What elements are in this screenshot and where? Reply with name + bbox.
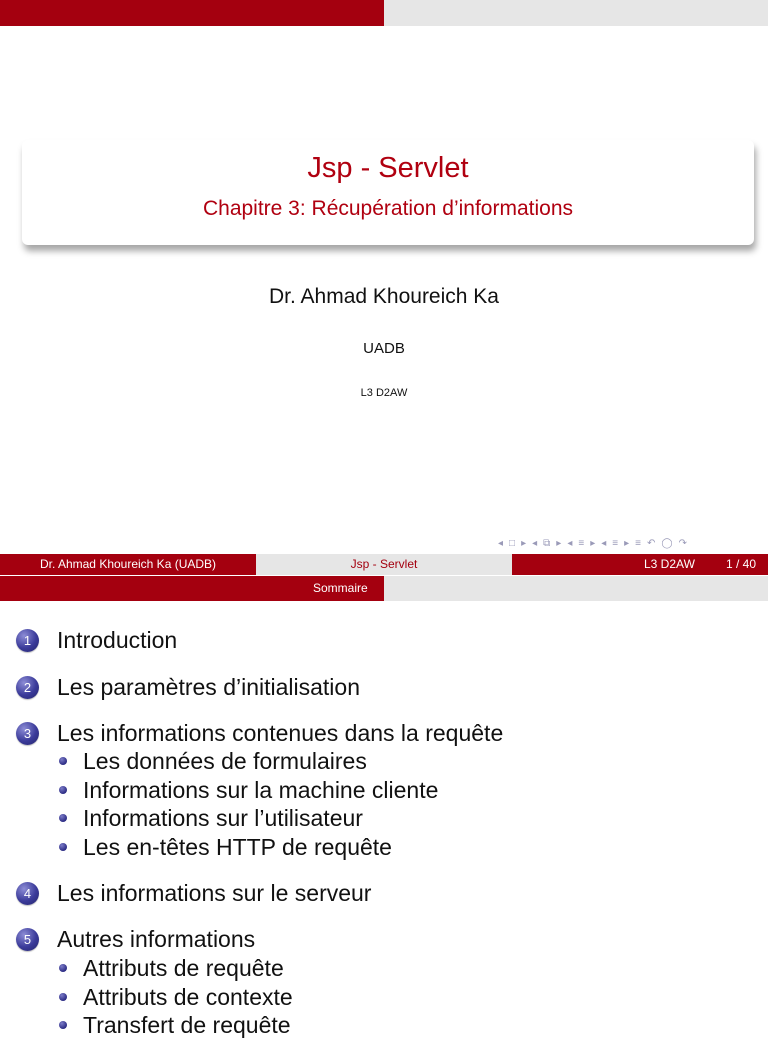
toc-section-4[interactable] xyxy=(16,879,371,907)
toc-section-2[interactable] xyxy=(16,673,360,701)
bullet-icon xyxy=(59,786,67,794)
title-box xyxy=(22,140,754,245)
toc-section-label: Introduction xyxy=(57,627,178,653)
bullet-icon xyxy=(59,757,67,765)
bullet-icon xyxy=(59,993,67,1001)
toc-subsection[interactable] xyxy=(59,747,367,775)
toc-subsection[interactable] xyxy=(59,833,392,861)
section-number-ball: 2 xyxy=(16,676,39,699)
section-number-ball: 1 xyxy=(16,629,39,652)
bullet-icon xyxy=(59,1021,67,1029)
footline xyxy=(0,554,768,575)
section-header-bar xyxy=(0,576,768,601)
presentation-subtitle: Chapitre 3: Récupération d’informations xyxy=(202,197,574,220)
footer-page-number: 1 / 40 xyxy=(726,557,757,571)
institute-name: UADB xyxy=(363,340,405,357)
toc-subsection[interactable] xyxy=(59,804,363,832)
toc-subsection-label: Transfert de requête xyxy=(83,1012,291,1038)
toc-subsection[interactable] xyxy=(59,1011,291,1039)
footer-author: Dr. Ahmad Khoureich Ka (UADB) xyxy=(0,554,256,575)
footer-right xyxy=(512,554,768,575)
nav-back-icon[interactable]: ↶ xyxy=(646,537,656,549)
toc-subsection[interactable] xyxy=(59,983,293,1011)
author-name: Dr. Ahmad Khoureich Ka xyxy=(269,285,499,308)
footer-title: Jsp - Servlet xyxy=(256,554,512,575)
toc-subsection[interactable] xyxy=(59,954,284,982)
nav-prev-section-icon[interactable]: ◂ xyxy=(601,537,607,549)
nav-prev-slide-icon[interactable]: ◂ xyxy=(532,537,538,549)
nav-prev-frame-icon[interactable]: ◂ xyxy=(498,537,504,549)
bullet-icon xyxy=(59,964,67,972)
nav-prev-subsection-icon[interactable]: ◂ xyxy=(567,537,573,549)
beamer-navigation-symbols xyxy=(498,536,687,550)
toc-section-label: Les informations sur le serveur xyxy=(57,880,372,906)
section-header-grey xyxy=(384,576,768,601)
section-number-ball: 5 xyxy=(16,928,39,951)
toc-subsection-label: Attributs de requête xyxy=(83,955,284,981)
section-title: Sommaire xyxy=(313,581,368,595)
nav-slide-icon[interactable]: ⧉ xyxy=(543,537,551,549)
nav-search-icon[interactable]: ◯ xyxy=(661,537,673,549)
footer-course: L3 D2AW xyxy=(644,557,695,571)
nav-document-icon[interactable]: ≡ xyxy=(635,537,641,549)
bullet-icon xyxy=(59,843,67,851)
toc-section-1[interactable] xyxy=(16,626,177,654)
nav-next-section-icon[interactable]: ▸ xyxy=(624,537,630,549)
toc-section-label: Les informations contenues dans la requête xyxy=(57,720,504,746)
toc-subsection-label: Les données de formulaires xyxy=(83,748,367,774)
toc-subsection-label: Informations sur la machine cliente xyxy=(83,777,439,803)
presentation-title: Jsp - Servlet xyxy=(307,152,469,184)
toc-section-label: Autres informations xyxy=(57,926,256,952)
toc-subsection-label: Les en-têtes HTTP de requête xyxy=(83,834,392,860)
toc-section-5[interactable] xyxy=(16,925,255,953)
toc-section-label: Les paramètres d’initialisation xyxy=(57,674,360,700)
nav-next-subsection-icon[interactable]: ▸ xyxy=(590,537,596,549)
toc-subsection-label: Attributs de contexte xyxy=(83,984,293,1010)
nav-next-slide-icon[interactable]: ▸ xyxy=(556,537,562,549)
header-bar-red xyxy=(0,0,384,26)
nav-next-frame-icon[interactable]: ▸ xyxy=(521,537,527,549)
toc-section-3[interactable] xyxy=(16,719,503,747)
section-header-red xyxy=(0,576,384,601)
header-bar xyxy=(0,0,768,26)
section-number-ball: 4 xyxy=(16,882,39,905)
nav-forward-icon[interactable]: ↷ xyxy=(678,537,687,549)
course-label: L3 D2AW xyxy=(360,387,408,399)
section-number-ball: 3 xyxy=(16,722,39,745)
toc-subsection-label: Informations sur l’utilisateur xyxy=(83,805,363,831)
header-bar-grey xyxy=(384,0,768,26)
nav-subsection-icon[interactable]: ≡ xyxy=(578,537,585,549)
nav-section-icon[interactable]: ≡ xyxy=(612,537,619,549)
nav-frame-icon[interactable]: □ xyxy=(509,537,516,549)
bullet-icon xyxy=(59,814,67,822)
toc-subsection[interactable] xyxy=(59,776,438,804)
